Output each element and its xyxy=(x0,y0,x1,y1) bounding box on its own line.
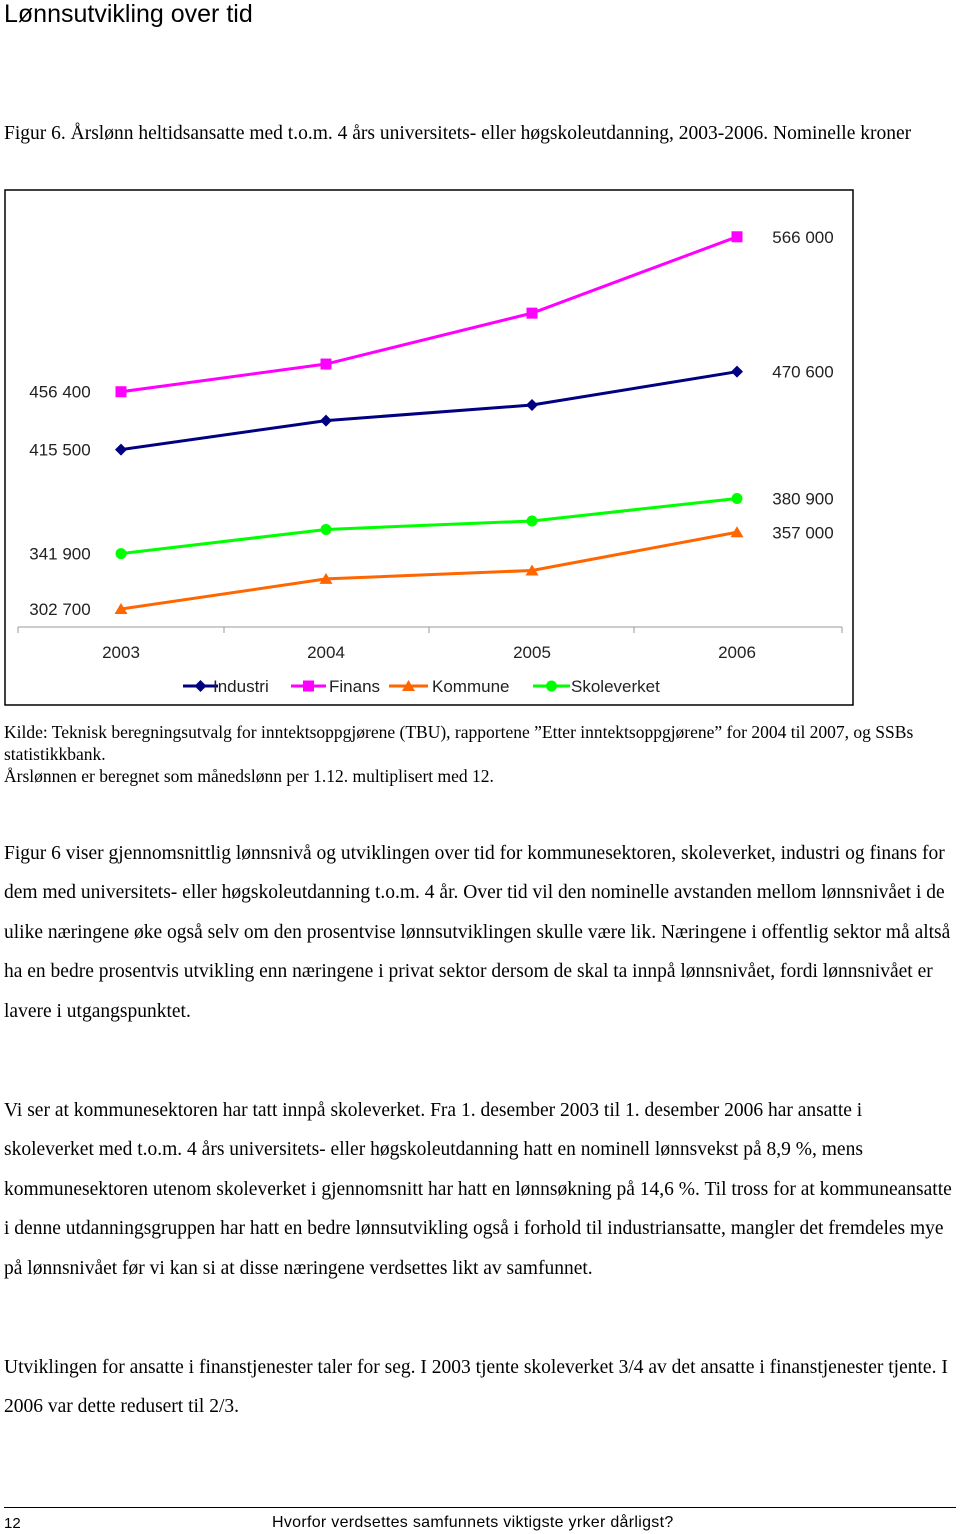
legend-marker-skoleverket xyxy=(546,681,557,692)
source-note: Kilde: Teknisk beregningsutvalg for inntektsoppgjørene (TBU), rapportene ”Etter inntektsoppgjørene” for 2004 til 2007, og SSBs statistikkbank. xyxy=(4,722,914,764)
footer-page-number: 12 xyxy=(4,1515,21,1532)
data-point-skoleverket-2005 xyxy=(527,515,538,526)
footer-divider xyxy=(4,1507,956,1508)
legend-label-skoleverket: Skoleverket xyxy=(571,677,660,696)
legend-label-finans: Finans xyxy=(329,677,381,696)
legend-marker-finans xyxy=(303,681,314,692)
body-paragraph-1: Figur 6 viser gjennomsnittlig lønnsnivå og utviklingen over tid for kommunesektoren, skoleverket, industri og finans for dem med universitets- eller høgskoleutdanning t.o.m. 4 år. Over tid vil den nominelle avstanden mellom lønnsnivået i de ulike næringene øke også selv om den prosentvise lønnsutviklingen skulle være lik. Næringene i offentlig sektor må altså ha en bedre prosentvis utvikling enn næringene i privat sektor dersom de skal ta innpå lønnsnivået, fordi lønnsnivået er lavere i utgangspunktet. xyxy=(4,843,951,1022)
line-chart xyxy=(4,189,854,706)
data-point-finans-2004 xyxy=(321,359,332,370)
line-chart-svg xyxy=(4,189,854,706)
x-tick-label-2006: 2006 xyxy=(718,643,756,662)
data-label-kommune-start: 302 700 xyxy=(29,600,91,620)
figure-source xyxy=(4,721,954,787)
body-paragraph-2: Vi ser at kommunesektoren har tatt innpå skoleverket. Fra 1. desember 2003 til 1. desember 2006 har ansatte i skoleverket med t.o.m. 4 års universitets- eller høgskoleutdanning hatt en nominell lønnsvekst på 8,9 %, mens kommunesektoren utenom skoleverket i gjennomsnitt har hatt en lønnsøkning på 14,6 %. Til tross for at kommuneansatte i denne utdanningsgruppen har hatt en bedre lønnsutvikling også i forhold til industriansatte, mangler det fremdeles mye på lønnsnivået før vi kan si at disse næringene verdsettes likt av samfunnet. xyxy=(4,1100,952,1279)
body-paragraph-3: Utviklingen for ansatte i finanstjenester taler for seg. I 2003 tjente skoleverket 3/4 av det ansatte i finanstjenester tjente. I 2006 var dette redusert til 2/3. xyxy=(4,1357,948,1418)
data-point-skoleverket-2003 xyxy=(116,548,127,559)
data-label-industri-end: 470 600 xyxy=(772,362,834,382)
x-tick-label-2004: 2004 xyxy=(307,643,345,662)
method-note: Årslønnen er beregnet som månedslønn per 1.12. multiplisert med 12. xyxy=(4,766,494,786)
data-label-industri-start: 415 500 xyxy=(29,440,91,460)
data-point-finans-2005 xyxy=(527,308,538,319)
data-label-skoleverket-end: 380 900 xyxy=(772,489,834,509)
data-point-skoleverket-2006 xyxy=(732,493,743,504)
figure-caption: Figur 6. Årslønn heltidsansatte med t.o.m. 4 års universitets- eller høgskoleutdanning, 2003-2006. Nominelle kroner xyxy=(4,123,912,144)
x-tick-label-2003: 2003 xyxy=(102,643,140,662)
data-label-kommune-end: 357 000 xyxy=(772,523,834,543)
data-label-finans-end: 566 000 xyxy=(772,227,834,247)
data-point-finans-2003 xyxy=(116,386,127,397)
data-label-finans-start: 456 400 xyxy=(29,382,91,402)
legend-label-industri: Industri xyxy=(213,677,269,696)
data-point-skoleverket-2004 xyxy=(321,524,332,535)
page-heading: Lønnsutvikling over tid xyxy=(4,0,253,28)
x-tick-label-2005: 2005 xyxy=(513,643,551,662)
footer-title: Hvorfor verdsettes samfunnets viktigste yrker dårligst? xyxy=(272,1514,674,1531)
data-point-finans-2006 xyxy=(732,231,743,242)
data-label-skoleverket-start: 341 900 xyxy=(29,544,91,564)
legend-label-kommune: Kommune xyxy=(432,677,510,696)
